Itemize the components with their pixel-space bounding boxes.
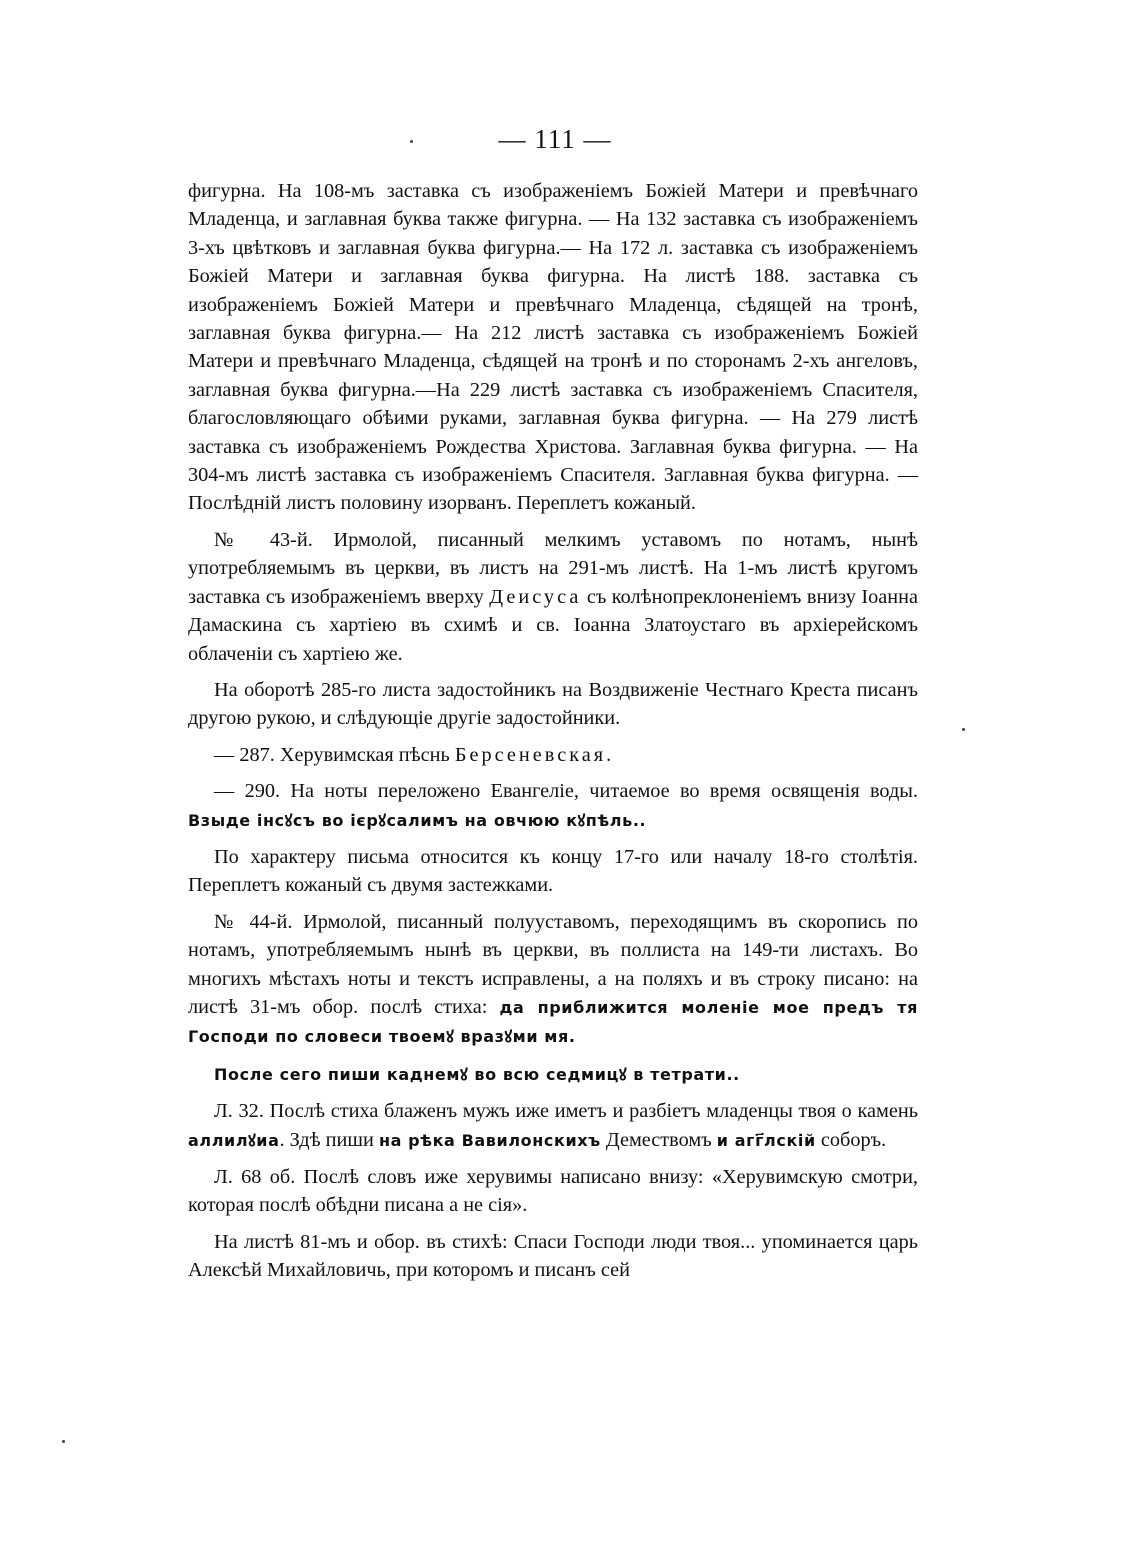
paragraph-p6 xyxy=(188,843,918,900)
paragraph-p9 xyxy=(188,1097,918,1155)
text-run: На листѣ 81-мъ и обор. въ стихѣ: Спаси Господи люди твоя... упоминается царь Алексѣй Михайловичь, при которомъ и писанъ сей xyxy=(188,1230,918,1282)
church-slavonic-quote: Взыде інсꙋсъ во ієрꙋсалимъ на овчюю кꙋпѣль.. xyxy=(188,810,647,830)
text-run: съ колѣнопреклоненіемъ внизу Іоанна Дамаскина съ хартіею въ схимѣ и св. Іоанна Златоустаго въ архіерейскомъ облаченіи съ хартіею же. xyxy=(188,585,918,665)
text-body xyxy=(188,177,918,1293)
spaced-text: Берсеневская xyxy=(454,743,607,766)
text-run: Л. 68 об. Послѣ словъ иже херувимы написано внизу: «Херувимскую смотри, которая послѣ обѣдни писана а не сія». xyxy=(188,1166,918,1217)
page-number: — 111 — xyxy=(498,124,612,154)
text-run: — 290. На ноты переложено Евангеліе, читаемое во время освященія воды. xyxy=(214,780,918,803)
church-slavonic-quote: и агг҃лскій xyxy=(716,1130,816,1150)
paragraph-p10 xyxy=(188,1163,918,1220)
church-slavonic-quote: да приближится моленіе мое предъ тя Господи по словеси твоемꙋ вразꙋми мя. xyxy=(188,997,918,1047)
text-run: . xyxy=(606,743,612,766)
paragraph-p4 xyxy=(188,741,918,769)
scan-speck xyxy=(62,1440,65,1443)
text-run: фигурна. На 108-мъ заставка съ изображеніемъ Божіей Матери и превѣчнаго Младенца, и заглавная буква также фигурна. — На 132 заставка съ изображеніемъ 3-хъ цвѣтковъ и заглавная буква фигурна.— На 172 л. заставка съ изображеніемъ Божіей Матери и заглавная буква фигурна. На листѣ 188. заставка съ изображеніемъ Божіей Матери и превѣчнаго Младенца, сѣдящей на тронѣ, заглавная буква фигурна.— На 212 листѣ заставка съ изображеніемъ Божіей Матери и превѣчнаго Младенца, сѣдящей на тронѣ и по сторонамъ 2-хъ ангеловъ, заглавная буква фигурна.—На 229 листѣ заставка съ изображеніемъ Спасителя, благословляющаго обѣими руками, заглавная буква фигурна. — На 279 листѣ заставка съ изображеніемъ Рождества Христова. Заглавная буква фигурна. — На 304-мъ листѣ заставка съ изображеніемъ Спасителя. Заглавная буква фигурна. — Послѣдній листъ половину изорванъ. Переплетъ кожаный. xyxy=(188,180,918,515)
text-run: Л. 32. Послѣ стиха блаженъ мужъ иже иметъ и разбіетъ младенцы твоя о камень xyxy=(214,1100,918,1123)
paragraph-p5 xyxy=(188,777,918,835)
paragraph-p8 xyxy=(188,1060,918,1089)
text-run: № 43-й. Ирмолой, писанный мелкимъ уставомъ по нотамъ, нынѣ употребляемымъ въ церкви, въ листъ на 291-мъ листѣ. На 1-мъ листѣ кругомъ заставка съ изображеніемъ вверху xyxy=(188,528,918,608)
text-run: соборъ. xyxy=(815,1128,887,1151)
scan-speck xyxy=(410,140,413,143)
paragraph-p11 xyxy=(188,1228,918,1285)
text-run: Демествомъ xyxy=(600,1128,717,1151)
text-run: На оборотѣ 285-го листа задостойникъ на Воздвиженіе Честнаго Креста писанъ другою рукою, и слѣдующіе другіе задостойники. xyxy=(188,678,918,730)
paragraph-p1 xyxy=(188,177,918,518)
spaced-text: Деисуса xyxy=(489,585,582,608)
scan-speck xyxy=(962,728,965,731)
church-slavonic-quote: аллилꙋиа xyxy=(188,1130,280,1150)
text-run: № 44-й. Ирмолой, писанный полууставомъ, переходящимъ въ скоропись по нотамъ, употребляемымъ нынѣ въ церкви, въ поллиста на 149-ти листахъ. Во многихъ мѣстахъ ноты и текстъ исправлены, а на поляхъ и въ строку писано: на листѣ 31-мъ обор. послѣ стиха: xyxy=(188,910,918,1018)
paragraph-p2 xyxy=(188,526,918,668)
paragraph-p7 xyxy=(188,908,918,1052)
text-run: . Здѣ пиши xyxy=(279,1128,379,1151)
text-run: По характеру письма относится къ концу 17-го или началу 18-го столѣтія. Переплетъ кожаный съ двумя застежками. xyxy=(188,845,918,897)
church-slavonic-quote: на рѣка Вавилонскихъ xyxy=(378,1130,601,1150)
paragraph-p3 xyxy=(188,676,918,733)
text-run: — 287. Херувимская пѣснь xyxy=(214,743,455,766)
church-slavonic-quote: После сего пиши каднемꙋ во всю седмицꙋ в тетрати.. xyxy=(214,1064,740,1084)
